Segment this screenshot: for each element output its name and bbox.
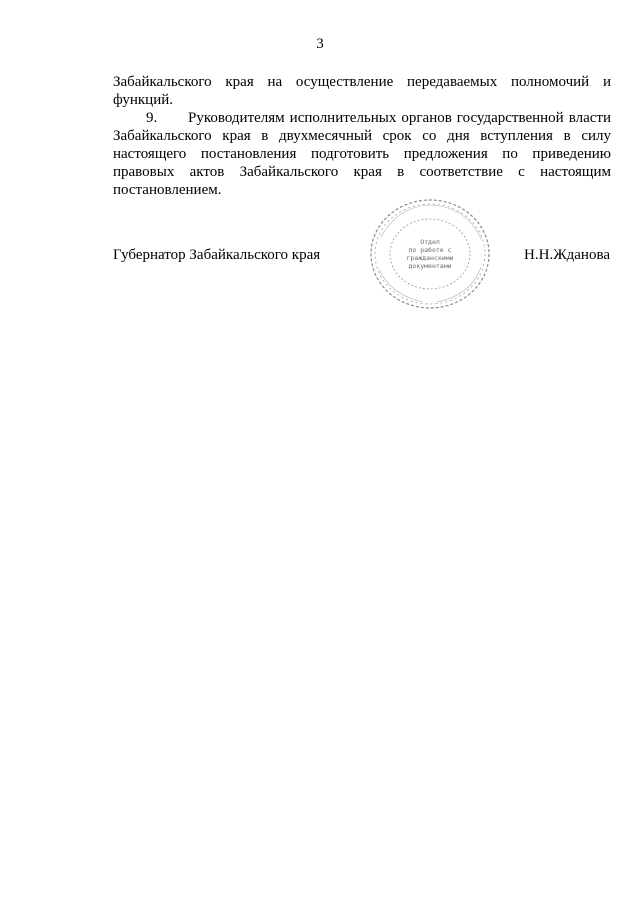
paragraph-9: [113, 109, 611, 199]
paragraph-continuation: [113, 73, 611, 109]
text-line: постановлением.: [113, 182, 222, 198]
text-line: Забайкальского края на осуществление передаваемых полномочий и: [113, 74, 611, 90]
text-line-first-content: Руководителям исполнительных органов государственной власти: [188, 110, 611, 126]
text-line: правовых актов Забайкальского края в соответствие с настоящим: [113, 164, 611, 180]
text-line: Забайкальского края в двухмесячный срок со дня вступления в силу: [113, 128, 611, 144]
stamp-line: Отдел: [420, 238, 440, 246]
signature-name: Н.Н.Жданова: [524, 247, 610, 263]
page-number: 3: [316, 36, 324, 52]
text-line-first: [113, 109, 611, 127]
text-line: настоящего постановления подготовить предложения по приведению: [113, 146, 611, 162]
stamp-line: документами: [408, 262, 452, 270]
text-line: функций.: [113, 92, 173, 108]
signature-title: Губернатор Забайкальского края: [113, 247, 321, 263]
stamp-line: гражданскими: [406, 254, 454, 262]
stamp-line: по работе с: [408, 246, 452, 254]
official-stamp: [367, 197, 493, 312]
paragraph-number: 9.: [146, 110, 158, 126]
